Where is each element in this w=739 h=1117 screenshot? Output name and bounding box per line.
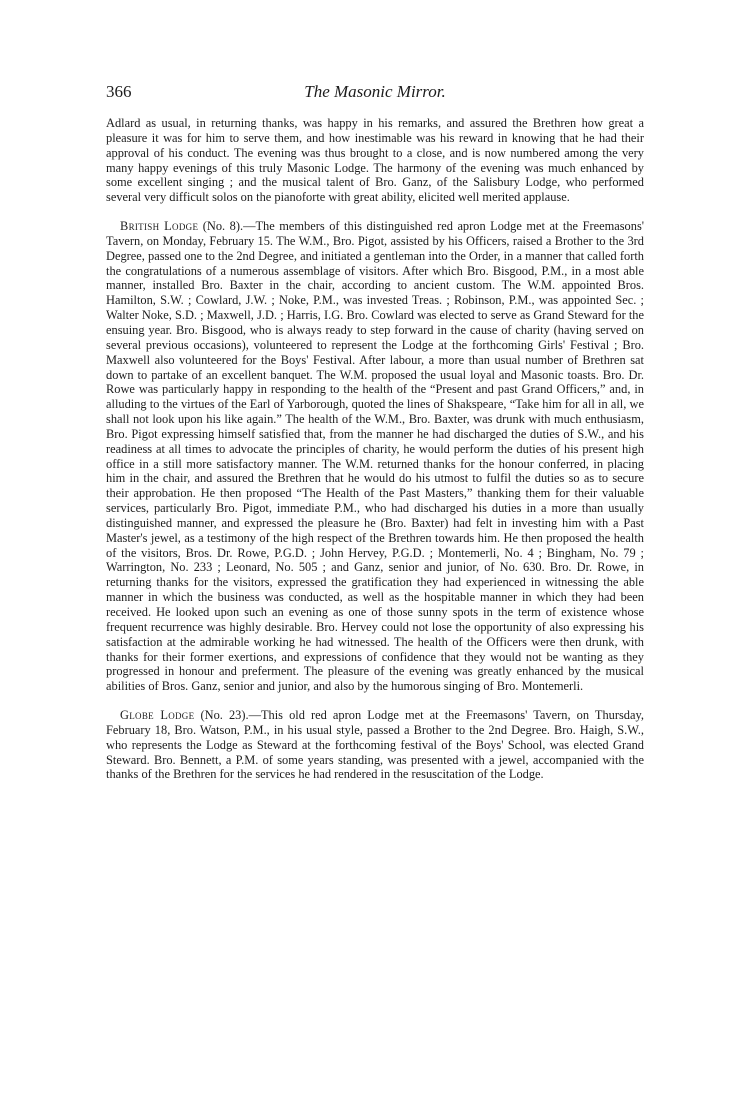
paragraph-british-lodge (106, 219, 644, 694)
paragraph-text: (No. 8).—The members of this distinguished red apron Lodge met at the Freemasons' Tavern, on Monday, February 15. The W.M., Bro. Pigot, assisted by his Officers, raised a Brother to the 3rd Degree, passed one to the 2nd Degree, and initiated a gentleman into the Order, in a manner that called forth the congratulations of a numerous assemblage of visitors. After which Bro. Bisgood, P.M., in a most able manner, installed Bro. Baxter in the chair, according to ancient custom. The W.M. appointed Bros. Hamilton, S.W. ; Cowlard, J.W. ; Noke, P.M., was invested Treas. ; Robinson, P.M., was appointed Sec. ; Walter Noke, S.D. ; Maxwell, J.D. ; Harris, I.G. Bro. Cowlard was elected to serve as Grand Steward for the ensuing year. Bro. Bisgood, who is always ready to step forward in the cause of charity (having served on several previous occasions), volunteered to represent the Lodge at the forthcoming Girls' Festival ; Bro. Maxwell also volunteered for the Boys' Festival. After labour, a more than usual number of Brethren sat down to partake of an excellent banquet. The W.M. proposed the usual loyal and Masonic toasts. Bro. Dr. Rowe was particularly happy in responding to the health of the “Present and past Grand Officers,” and, in alluding to the virtues of the Earl of Yarborough, quoted the lines of Shakspeare, “Take him for all in all, we shall not look upon his like again.” The health of the W.M., Bro. Baxter, was drunk with much enthusiasm, Bro. Pigot expressing himself satisfied that, from the manner he had discharged the duties of S.W., and his readiness at all times to advocate the principles of charity, he would perform the duties of his present high office in a still more satisfactory manner. The W.M. returned thanks for the honour conferred, in placing him in the chair, and assured the Brethren that he would do his utmost to fulfil the duties so as to secure their approbation. He then proposed “The Health of the Past Masters,” thanking them for their valuable services, particularly Bro. Pigot, immediate P.M., who had discharged his duties in a more than usually distinguished manner, and expressed the pleasure he (Bro. Baxter) had felt in investing him with a Past Master's jewel, as a testimony of the high respect of the Brethren towards him. He then proposed the health of the visitors, Bros. Dr. Rowe, P.G.D. ; John Hervey, P.G.D. ; Montemerli, No. 4 ; Bingham, No. 79 ; Warrington, No. 233 ; Leonard, No. 505 ; and Ganz, senior and junior, of No. 630. Bro. Dr. Rowe, in returning thanks for the visitors, expressed the gratification they had experienced in witnessing the able manner in which the business was conducted, as well as the hospitable manner in which they had been received. He looked upon such an evening as one of those sunny spots in the term of existence whose frequent recurrence was highly desirable. Bro. Hervey could not lose the opportunity of also expressing his satisfaction at the admirable working he had witnessed. The health of the Officers were then drunk, with thanks for their former exertions, and expressions of confidence that they would not be wanting as they progressed in honour and preferment. The pleasure of the evening was greatly enhanced by the musical abilities of Bros. Ganz, senior and junior, and also by the humorous singing of Bro. Montemerli. (106, 219, 644, 694)
page-header (106, 80, 644, 108)
document-page (106, 80, 644, 782)
lodge-name: Globe Lodge (120, 708, 195, 723)
page-number: 366 (106, 82, 132, 101)
paragraph-adlard (106, 116, 644, 205)
running-title: The Masonic Mirror. (304, 82, 446, 101)
paragraph-globe-lodge (106, 708, 644, 782)
paragraph-text: (No. 23).—This old red apron Lodge met at the Freemasons' Tavern, on Thursday, February 18, Bro. Watson, P.M., in his usual style, passed a Brother to the 2nd Degree. Bro. Haigh, S.W., who represents the Lodge as Steward at the forthcoming festival of the Boys' School, was elected Grand Steward. Bro. Bennett, a P.M. of some years standing, was presented with a jewel, accompanied with the thanks of the Brethren for the services he had rendered in the resuscitation of the Lodge. (106, 708, 644, 782)
lodge-name: British Lodge (120, 219, 199, 234)
paragraph-text: Adlard as usual, in returning thanks, was happy in his remarks, and assured the Brethren how great a pleasure it was for him to serve them, and how inestimable was his reward in knowing that he had their approval of his conduct. The evening was thus brought to a close, and is now numbered among the very many happy evenings of this truly Masonic Lodge. The harmony of the evening was much enhanced by some excellent singing ; and the musical talent of Bro. Ganz, of the Salisbury Lodge, who performed several very difficult solos on the pianoforte with great ability, elicited well merited applause. (106, 116, 644, 205)
